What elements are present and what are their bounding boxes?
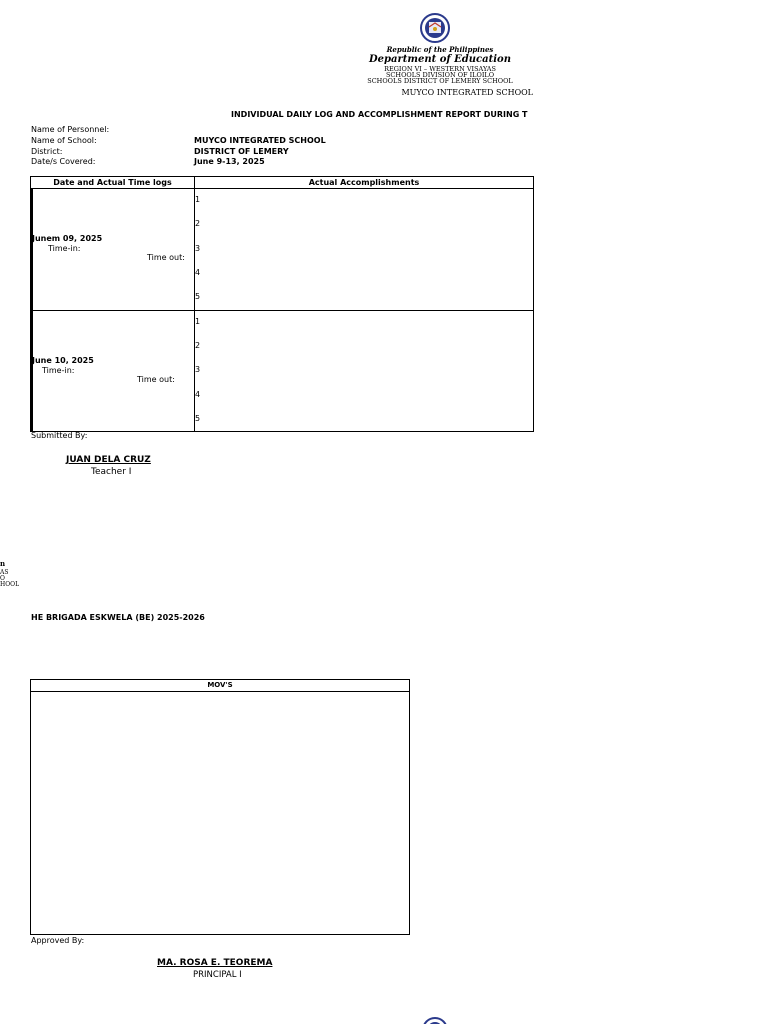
fragment-line-3: O [0, 575, 5, 582]
day-2-item-5: 5 [195, 414, 201, 423]
district-value: DISTRICT OF LEMERY [194, 147, 289, 156]
day-2-item-4: 4 [195, 390, 201, 399]
day-2-item-2: 2 [195, 341, 201, 350]
day-1-time-in: Time-in: [48, 244, 81, 253]
letterhead-district: SCHOOLS DISTRICT OF LEMERY SCHOOL [367, 77, 513, 85]
approved-position: PRINCIPAL I [193, 970, 242, 980]
fragment-line-4: HOOL [0, 581, 20, 588]
daily-log-table [30, 176, 534, 432]
dates-value: June 9-13, 2025 [194, 157, 265, 166]
letterhead-republic: Republic of the Philippines [386, 45, 494, 54]
report-title-continued: HE BRIGADA ESKWELA (BE) 2025-2026 [31, 613, 205, 622]
fragment-line-1: n [0, 559, 6, 568]
letterhead-division: SCHOOLS DIVISION OF ILOILO [385, 71, 495, 79]
submitted-position: Teacher I [91, 467, 132, 477]
deped-seal-partial-icon [412, 1016, 458, 1024]
district-label: District: [31, 147, 63, 156]
day-1-item-5: 5 [195, 292, 201, 301]
approved-name: MA. ROSA E. TEOREMA [157, 958, 273, 968]
personnel-label: Name of Personnel: [31, 125, 110, 134]
day-2-time-out: Time out: [137, 375, 175, 384]
approved-label: Approved By: [31, 936, 85, 945]
letterhead-region: REGION VI – WESTERN VISAYAS [384, 65, 496, 73]
school-value: MUYCO INTEGRATED SCHOOL [194, 136, 326, 145]
day-2-item-1: 1 [195, 317, 201, 326]
letterhead-school: MUYCO INTEGRATED SCHOOL [401, 88, 533, 97]
movs-header: MOV'S [207, 681, 233, 689]
day-1-item-3: 3 [195, 244, 201, 253]
day-2-date: June 10, 2025 [32, 356, 94, 365]
submitted-name: JUAN DELA CRUZ [66, 455, 151, 465]
fragment-line-2: AS [0, 569, 9, 576]
day-1-item-4: 4 [195, 268, 201, 277]
report-title: INDIVIDUAL DAILY LOG AND ACCOMPLISHMENT REPORT DURING T [231, 110, 528, 119]
letterhead-department: Department of Education [369, 54, 511, 65]
day-1-item-1: 1 [195, 195, 201, 204]
submitted-label: Submitted By: [31, 431, 88, 440]
school-label: Name of School: [31, 136, 97, 145]
day-2-time-in: Time-in: [42, 366, 75, 375]
deped-seal-icon [410, 12, 460, 44]
col-header-accomplishments: Actual Accomplishments [308, 178, 420, 187]
col-header-date: Date and Actual Time logs [53, 178, 172, 187]
day-2-item-3: 3 [195, 365, 201, 374]
movs-table [30, 679, 410, 935]
day-1-time-out: Time out: [147, 253, 185, 262]
dates-label: Date/s Covered: [31, 157, 96, 166]
day-1-date: Junem 09, 2025 [32, 234, 103, 243]
day-1-item-2: 2 [195, 219, 201, 228]
